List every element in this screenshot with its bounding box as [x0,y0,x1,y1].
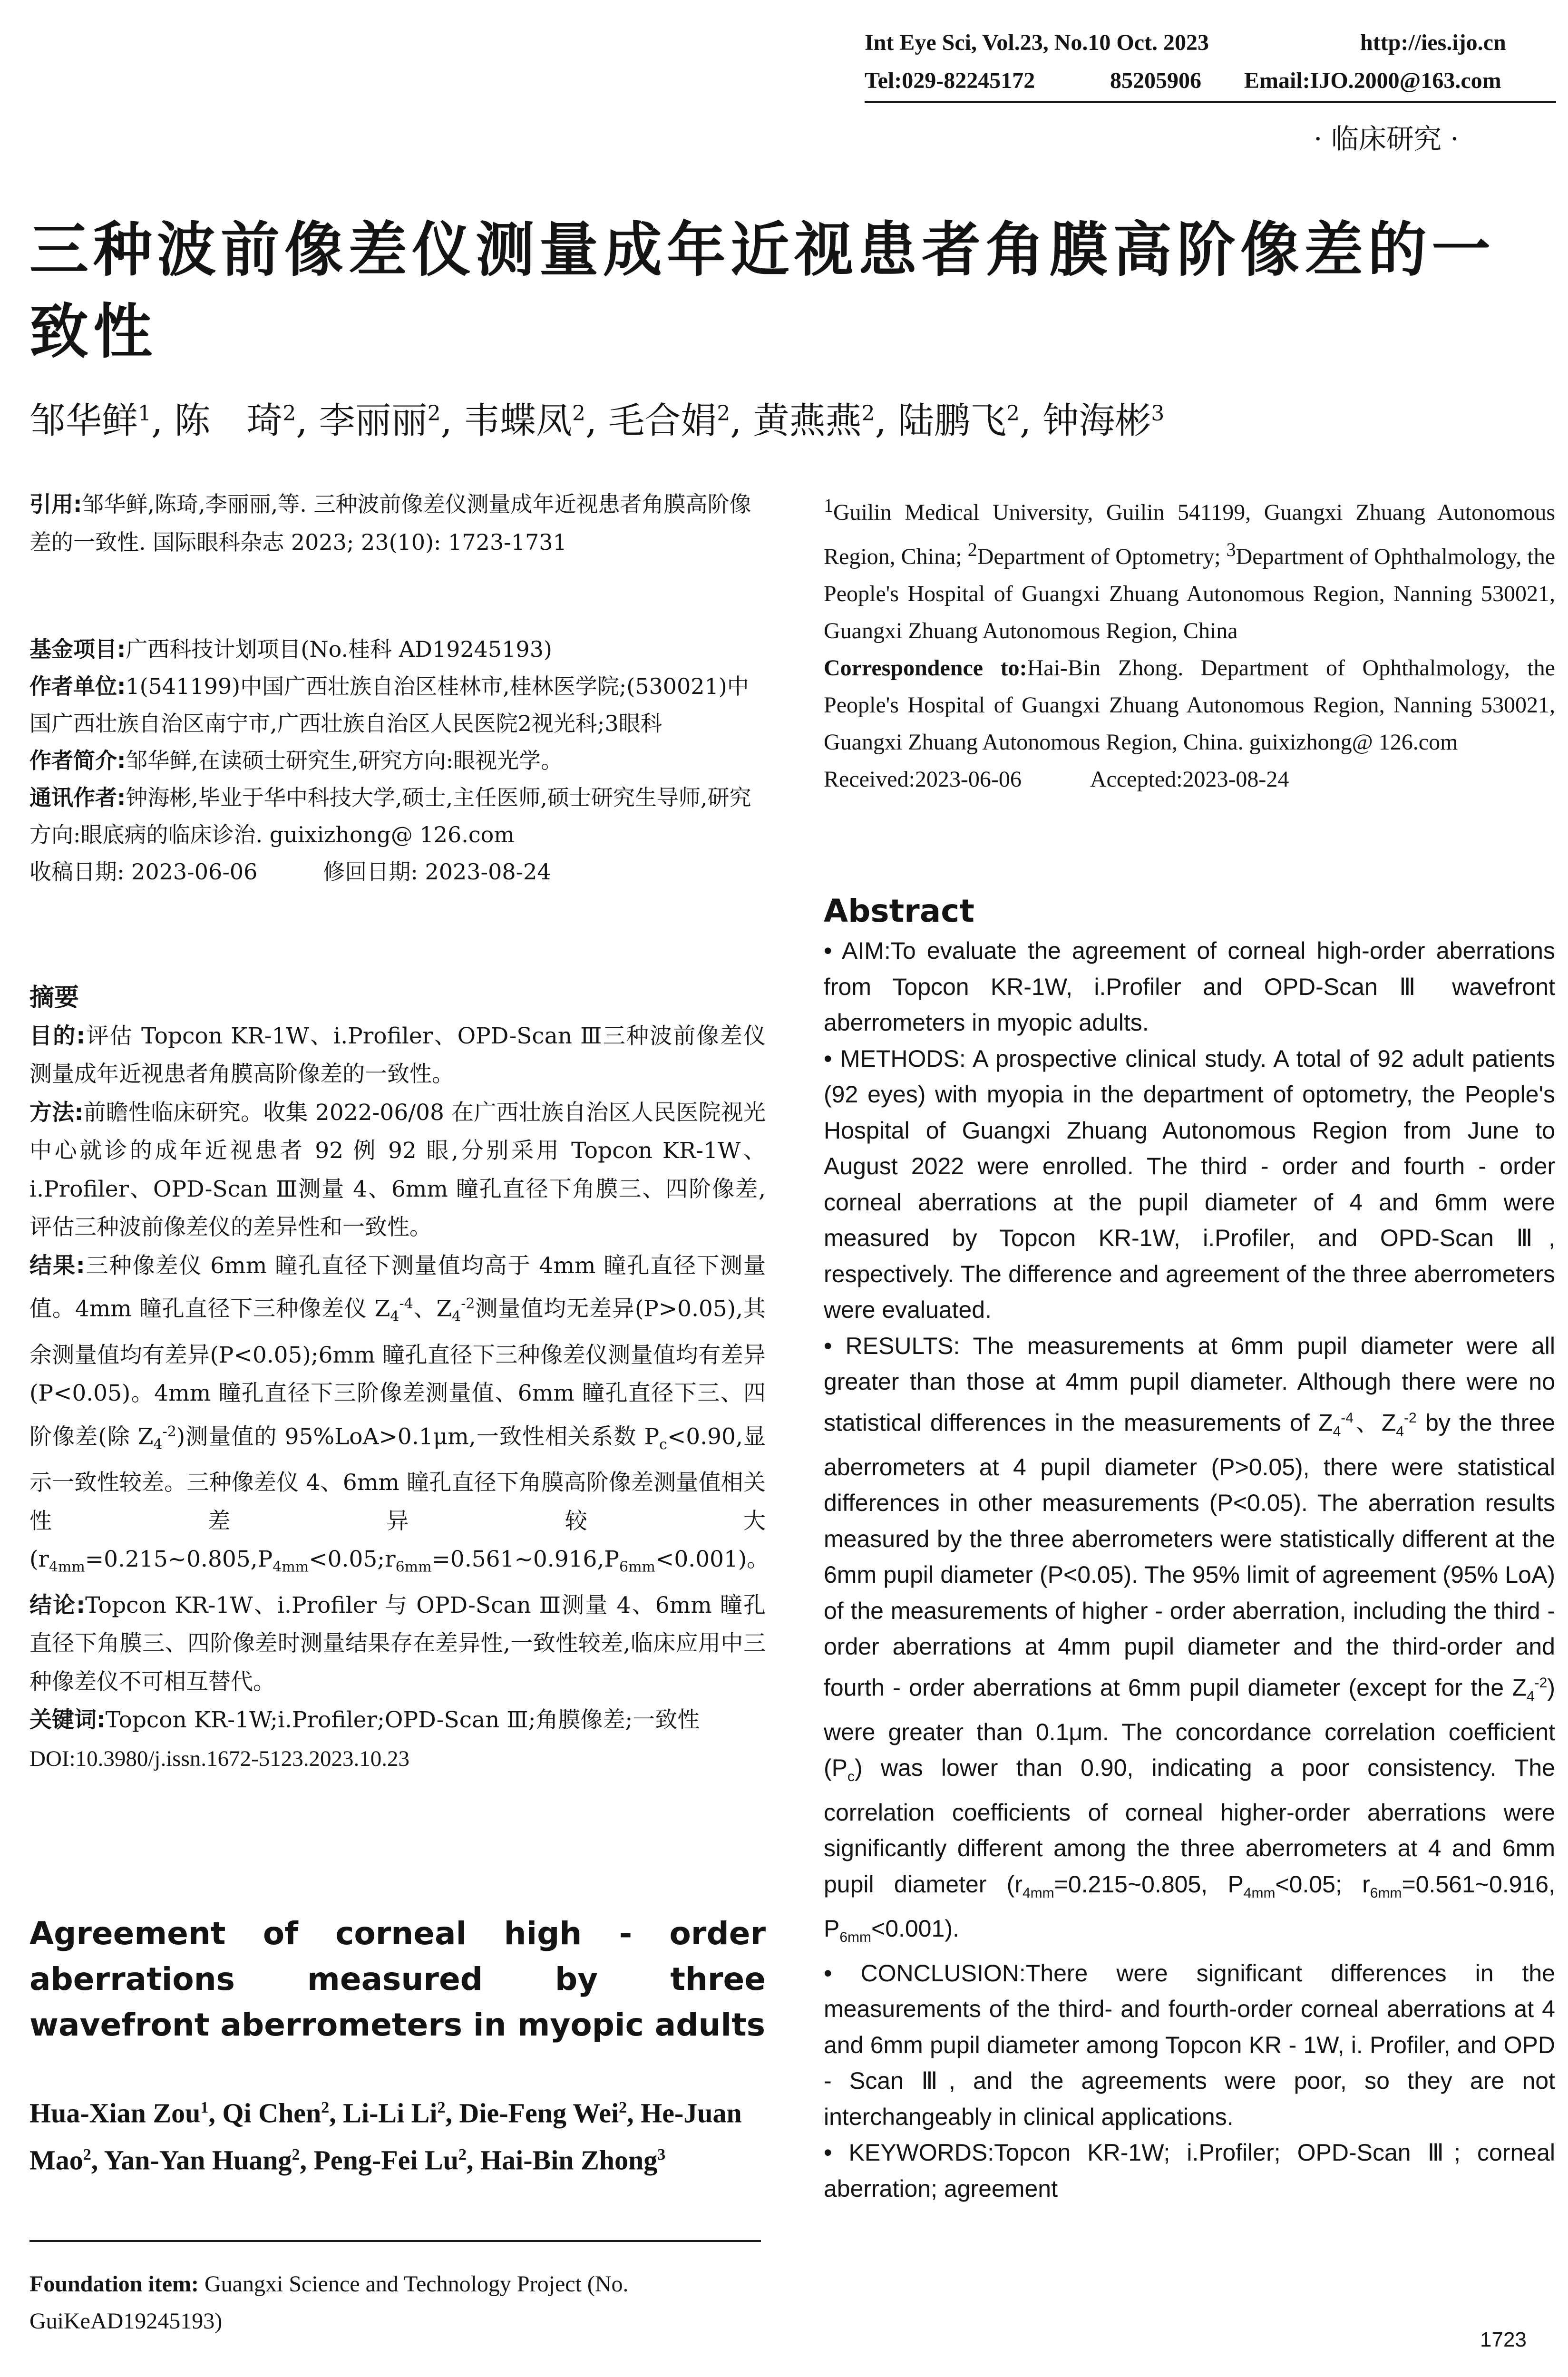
english-title: Agreement of corneal high - order aberrations measured by three wavefront aberrometers in myopic adults [29,1915,766,2043]
abstract-en: • AIM:To evaluate the agreement of corneal high-order aberrations from Topcon KR-1W, i.Profiler and OPD-Scan Ⅲ wavefront aberrometers in myopic adults. • METHODS: A prospective clinical study. A total of 92 adult patients (92 eyes) with myopia in the department of optometry, the People's Hospital of Guangxi Zhuang Autonomous Region from June to August 2022 were enrolled. The third - order and fourth - order corneal aberrations at the pupil diameter of 4 and 6mm were measured by Topcon KR-1W, i.Profiler, and OPD-Scan Ⅲ, respectively. The difference and agreement of the three aberrometers were evaluated. • RESULTS: The measurements at 6mm pupil diameter were all greater than those at 4mm pupil diameter. Although there were no statistical differences in the measurements of $Z_4^{-4}$、$Z_4^{-2}$ by the three aberrometers at 4 pupil diameter (P>0.05), there were statistical differences in other measurements (P<0.05). The aberration results measured by the three aberrometers were statistically different at the 6mm pupil diameter (P<0.05). The 95% limit of agreement (95% LoA) of the measurements of higher - order aberration, including the third - order aberrations at 4mm pupil diameter and the third-order and fourth - order aberrations at 6mm pupil diameter (except for the $Z_4^{-2}$) were greater than 0.1μm. The concordance correlation coefficient $(P_c)$ was lower than 0.90, indicating a poor consistency. The correlation coefficients of corneal higher-order aberrations were significantly different among the three aberrometers at 4 and 6mm pupil diameter ($r_{4mm}=0.215\sim 0.805$, $P_{4mm}<0.05$; $r_{6mm}=0.561\sim 0.916$, $P_{6mm}<0.001$). • CONCLUSION:There were significant differences in the measurements of the third- and fourth-order corneal aberrations at 4 and 6mm pupil diameter among Topcon KR - 1W, i. Profiler, and OPD - Scan Ⅲ, and the agreements were poor, so they are not interchangeably in clinical applications. • KEYWORDS:Topcon KR-1W; i.Profiler; OPD-Scan Ⅲ; corneal aberration; agreement [824,937,1555,2202]
doi: DOI:10.3980/j.issn.1672-5123.2023.10.23 [29,1746,409,1771]
page-title: 三种波前像差仪测量成年近视患者角膜高阶像差的一致性 [29,216,1496,366]
citation: 邹华鲜,陈琦,李丽丽,等. 三种波前像差仪测量成年近视患者角膜高阶像差的一致性. 国际眼科杂志 2023; 23(10): 1723-1731 [29,491,751,555]
abstract-heading: Abstract [824,893,974,929]
journal-url: http://ies.ijo.cn [1360,30,1506,55]
author-cn: 毛合娟 [608,399,717,442]
author-cn: 陆鹏飞 [897,399,1006,442]
received-en: Received:2023-06-06 [824,767,1022,792]
foundation-item: Foundation item: Guangxi Science and Technology Project (No. GuiKeAD19245193) [29,2271,629,2334]
foundation-rule [29,2240,761,2242]
journal-tel-2: 85205906 [1110,68,1201,93]
author-cn: 李丽丽 [319,399,428,442]
journal-info: Int Eye Sci, Vol.23, No.10 Oct. 2023 [865,30,1209,55]
accepted-en: Accepted:2023-08-24 [1090,767,1289,792]
journal-tel: Tel:029-82245172 [865,68,1035,93]
author-cn: 韦蝶凤 [463,399,572,442]
received-cn: 收稿日期: 2023-06-06 [29,859,258,885]
affiliations-en: $^1$Guilin Medical University, Guilin 541199, Guangxi Zhuang Autonomous Region, China; $^2$Department of Optometry; $^3$Department of Ophthalmology, the People's Hospital of Guangxi Zhuang Autonomous Region, Nanning 530021, Guangxi Zhuang Autonomous Region, China Correspondence to:Hai-Bin Zhong. Department of Ophthalmology, the People's Hospital of Guangxi Zhuang Autonomous Region, Nanning 530021, Guangxi Zhuang Autonomous Region, China. guixizhong@ 126.com Received:2023-06-06 Accepted:2023-08-24 [824,495,1556,792]
revised-cn: 修回日期: 2023-08-24 [323,859,551,885]
abstract-cn: 摘要 目的:评估 Topcon KR-1W、i.Profiler、OPD-Scan Ⅲ三种波前像差仪测量成年近视患者角膜高阶像差的一致性。 方法:前瞻性临床研究。收集 2022-06/08 在广西壮族自治区人民医院视光中心就诊的成年近视患者 92 例 92 眼,分别采用 Topcon KR-1W、i.Profiler、OPD-Scan Ⅲ测量 4、6mm 瞳孔直径下角膜三、四阶像差,评估三种波前像差仪的差异性和一致性。 结果:三种像差仪 6mm 瞳孔直径下测量值均高于 4mm 瞳孔直径下测量值。4mm 瞳孔直径下三种像差仪 $Z_4^{-4}$、$Z_4^{-2}$测量值均无差异(P>0.05),其余测量值均有差异(P<0.05);6mm 瞳孔直径下三种像差仪测量值均有差异(P<0.05)。4mm 瞳孔直径下三阶像差测量值、6mm 瞳孔直径下三、四阶像差(除 $Z_4^{-2}$)测量值的 95%LoA>0.1μm,一致性相关系数 $P_c<0.90$,显示一致性较差。三种像差仪 4、6mm 瞳孔直径下角膜高阶像差测量值相关性差异较大$(r_{4mm}=0.215\sim 0.805,P_{4mm}<0.05;r_{6mm}=0.561\sim 0.916,P_{6mm}<0.001)$。 结论:Topcon KR-1W、i.Profiler 与 OPD-Scan Ⅲ测量 4、6mm 瞳孔直径下角膜三、四阶像差时测量结果存在差异性,一致性较差,临床应用中三种像差仪不可相互替代。 关键词:Topcon KR-1W;i.Profiler;OPD-Scan Ⅲ;角膜像差;一致性 DOI:10.3980/j.issn.1672-5123.2023.10.23 [29,979,766,1778]
author-cn: 陈 琦 [174,399,283,442]
citation-block: 引用:邹华鲜,陈琦,李丽丽,等. 三种波前像差仪测量成年近视患者角膜高阶像差的一致性. 国际眼科杂志 2023; 23(10): 1723-1731 [29,491,751,555]
journal-email: Email:IJO.2000@163.com [1244,68,1501,93]
header-rule [865,101,1556,103]
author-cn: 邹华鲜 [29,399,138,442]
authors-cn: 邹华鲜$^1$, 陈 琦$^2$, 李丽丽$^2$, 韦蝶凤$^2$, 毛合娟$^2$, 黄燕燕$^2$, 陆鹏飞$^2$, 钟海彬$^3$ [29,399,1165,442]
author-cn: 钟海彬 [1042,399,1151,442]
author-cn: 黄燕燕 [753,399,862,442]
page-number: 1723 [1480,2328,1527,2351]
meta-block: 基金项目:广西科技计划项目(No.桂科 AD19245193) 作者单位:1(541199)中国广西壮族自治区桂林市,桂林医学院;(530021)中国广西壮族自治区南宁市,广西壮族自治区人民医院2视光科;3眼科 作者简介:邹华鲜,在读硕士研究生,研究方向:眼视光学。 通讯作者:钟海彬,毕业于华中科技大学,硕士,主任医师,硕士研究生导师,研究方向:眼底病的临床诊治. guixizhong@ 126.com 收稿日期: 2023-06-06 修回日期: 2023-08-24 [29,636,751,885]
authors-en: Hua-Xian Zou$^1$, Qi Chen$^2$, Li-Li Li$^2$, Die-Feng Wei$^2$, He-Juan Mao$^2$, Yan-Yan Huang$^2$, Peng-Fei Lu$^2$, Hai-Bin Zhong$^3$ [29,2097,742,2176]
abstract-cn-heading: 摘要 [29,984,79,1012]
section-label: · 临床研究 · [1314,123,1459,155]
